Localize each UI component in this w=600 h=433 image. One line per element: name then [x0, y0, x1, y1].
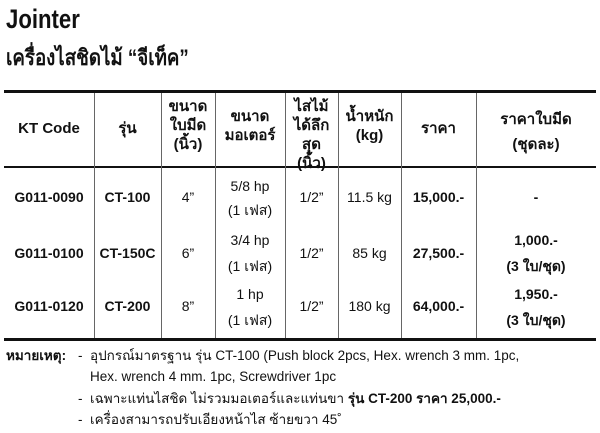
row-max-depth: 1/2”: [299, 189, 324, 205]
header-max-depth: ไสไม้ ได้ลึกสุด (นิ้ว): [293, 98, 330, 172]
row-blade-price: 1,000.- (3 ใบ/ชุด): [506, 232, 566, 274]
page-subtitle: เครื่องไสชิดไม้ “จีเท็ค”: [6, 45, 189, 70]
row-weight: 11.5 kg: [347, 189, 392, 205]
table-top-rule: [4, 90, 596, 93]
row-model: CT-150C: [99, 245, 156, 261]
row-kt-code: G011-0090: [14, 189, 84, 205]
header-blade-price: ราคาใบมีด (ชุดละ): [500, 111, 572, 153]
header-kt-code: KT Code: [18, 120, 80, 137]
note-bullet: -: [78, 391, 83, 406]
notes-label: หมายเหตุ:: [6, 348, 67, 363]
row-price: 27,500.-: [412, 245, 465, 261]
row-max-depth: 1/2”: [299, 245, 324, 261]
note-line-2: [90, 389, 501, 409]
row-price: 64,000.-: [412, 298, 465, 314]
note-line-3: เครื่องสามารถปรับเอียงหน้าไส ซ้ายขวา 45˚: [90, 412, 342, 427]
table-bottom-rule: [4, 338, 596, 341]
note-bullet: -: [78, 348, 83, 363]
row-price: 15,000.-: [412, 189, 465, 205]
row-blade-size: 4”: [181, 189, 195, 205]
note-line-1: อุปกรณ์มาตรฐาน รุ่น CT-100 (Push block 2pcs, Hex. wrench 3 mm. 1pc,: [90, 348, 520, 363]
row-model: CT-100: [104, 189, 151, 205]
row-kt-code: G011-0100: [14, 245, 84, 261]
row-weight: 85 kg: [352, 245, 387, 261]
row-blade-price: -: [533, 189, 539, 205]
row-kt-code: G011-0120: [14, 298, 84, 314]
page-title: Jointer: [6, 4, 80, 34]
header-motor-size: ขนาด มอเตอร์: [224, 108, 276, 144]
header-weight: น้ำหนัก (kg): [345, 108, 394, 144]
note-line-1b: Hex. wrench 4 mm. 1pc, Screwdriver 1pc: [90, 369, 337, 384]
header-blade-size: ขนาด ใบมีด (นิ้ว): [168, 98, 208, 153]
row-motor: 3/4 hp (1 เฟส): [227, 232, 273, 274]
row-blade-size: 8”: [181, 298, 195, 314]
note-line-2-text: เฉพาะแท่นไสชิด ไม่รวมมอเตอร์และแท่นขา: [90, 391, 348, 406]
note-bullet: -: [78, 412, 83, 427]
row-model: CT-200: [104, 298, 151, 314]
row-motor: 1 hp (1 เฟส): [227, 286, 273, 328]
note-line-2-highlight: รุ่น CT-200 ราคา 25,000.-: [347, 391, 501, 406]
row-max-depth: 1/2”: [299, 298, 324, 314]
row-blade-size: 6”: [181, 245, 195, 261]
row-motor: 5/8 hp (1 เฟส): [227, 178, 273, 218]
row-weight: 180 kg: [348, 298, 391, 314]
header-price: ราคา: [421, 120, 456, 137]
header-model: รุ่น: [118, 120, 137, 137]
row-blade-price: 1,950.- (3 ใบ/ชุด): [506, 286, 566, 328]
